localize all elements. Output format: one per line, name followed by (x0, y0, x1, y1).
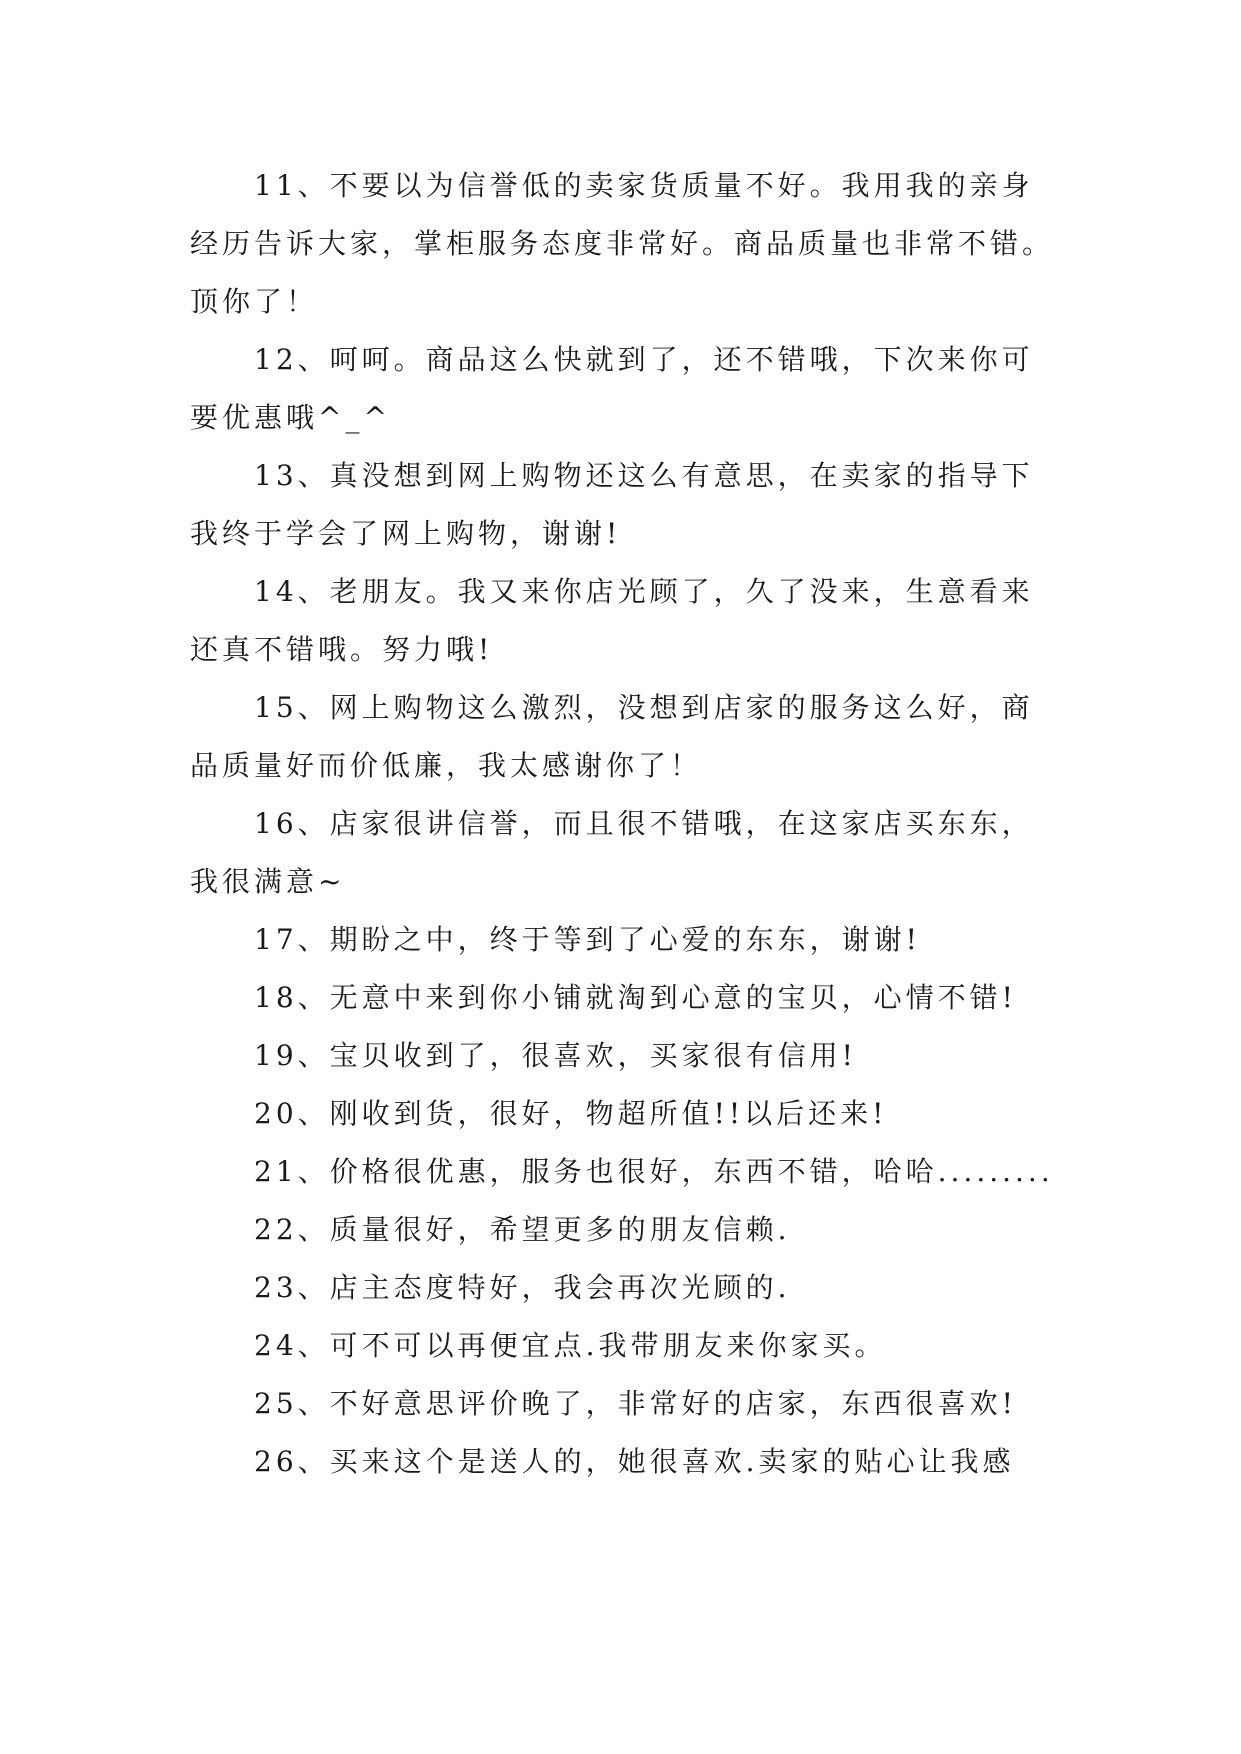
paragraph-21: 21、价格很优惠，服务也很好，东西不错，哈哈......... (254, 1155, 1054, 1188)
paragraph-25: 25、不好意思评价晚了，非常好的店家，东西很喜欢! (254, 1387, 1017, 1420)
paragraph-17: 17、期盼之中，终于等到了心爱的东东，谢谢! (254, 923, 921, 956)
paragraph-22: 22、质量很好，希望更多的朋友信赖. (254, 1213, 791, 1246)
document-body (190, 157, 1058, 1491)
paragraph-12: 12、呵呵。商品这么快就到了，还不错哦，下次来你可要优惠哦^_^ (190, 343, 1034, 434)
paragraph-19: 19、宝贝收到了，很喜欢，买家很有信用! (254, 1039, 857, 1072)
paragraph-16: 16、店家很讲信誉，而且很不错哦，在这家店买东东，我很满意~ (190, 807, 1034, 898)
paragraph-14: 14、老朋友。我又来你店光顾了，久了没来，生意看来还真不错哦。努力哦! (190, 575, 1034, 666)
paragraph-15: 15、网上购物这么激烈，没想到店家的服务这么好，商品质量好而价低廉，我太感谢你了！ (190, 691, 1034, 782)
paragraph-24: 24、可不可以再便宜点.我带朋友来你家买。 (254, 1329, 887, 1362)
paragraph-18: 18、无意中来到你小铺就淘到心意的宝贝，心情不错! (254, 981, 1017, 1014)
paragraph-20: 20、刚收到货，很好，物超所值!!以后还来! (254, 1097, 888, 1130)
paragraph-26: 26、买来这个是送人的，她很喜欢.卖家的贴心让我感 (254, 1445, 1015, 1478)
paragraph-11: 11、不要以为信誉低的卖家货质量不好。我用我的亲身经历告诉大家，掌柜服务态度非常好。商品质量也非常不错。顶你了！ (190, 169, 1055, 318)
paragraph-23: 23、店主态度特好，我会再次光顾的. (254, 1271, 791, 1304)
paragraph-13: 13、真没想到网上购物还这么有意思，在卖家的指导下我终于学会了网上购物，谢谢! (190, 459, 1034, 550)
